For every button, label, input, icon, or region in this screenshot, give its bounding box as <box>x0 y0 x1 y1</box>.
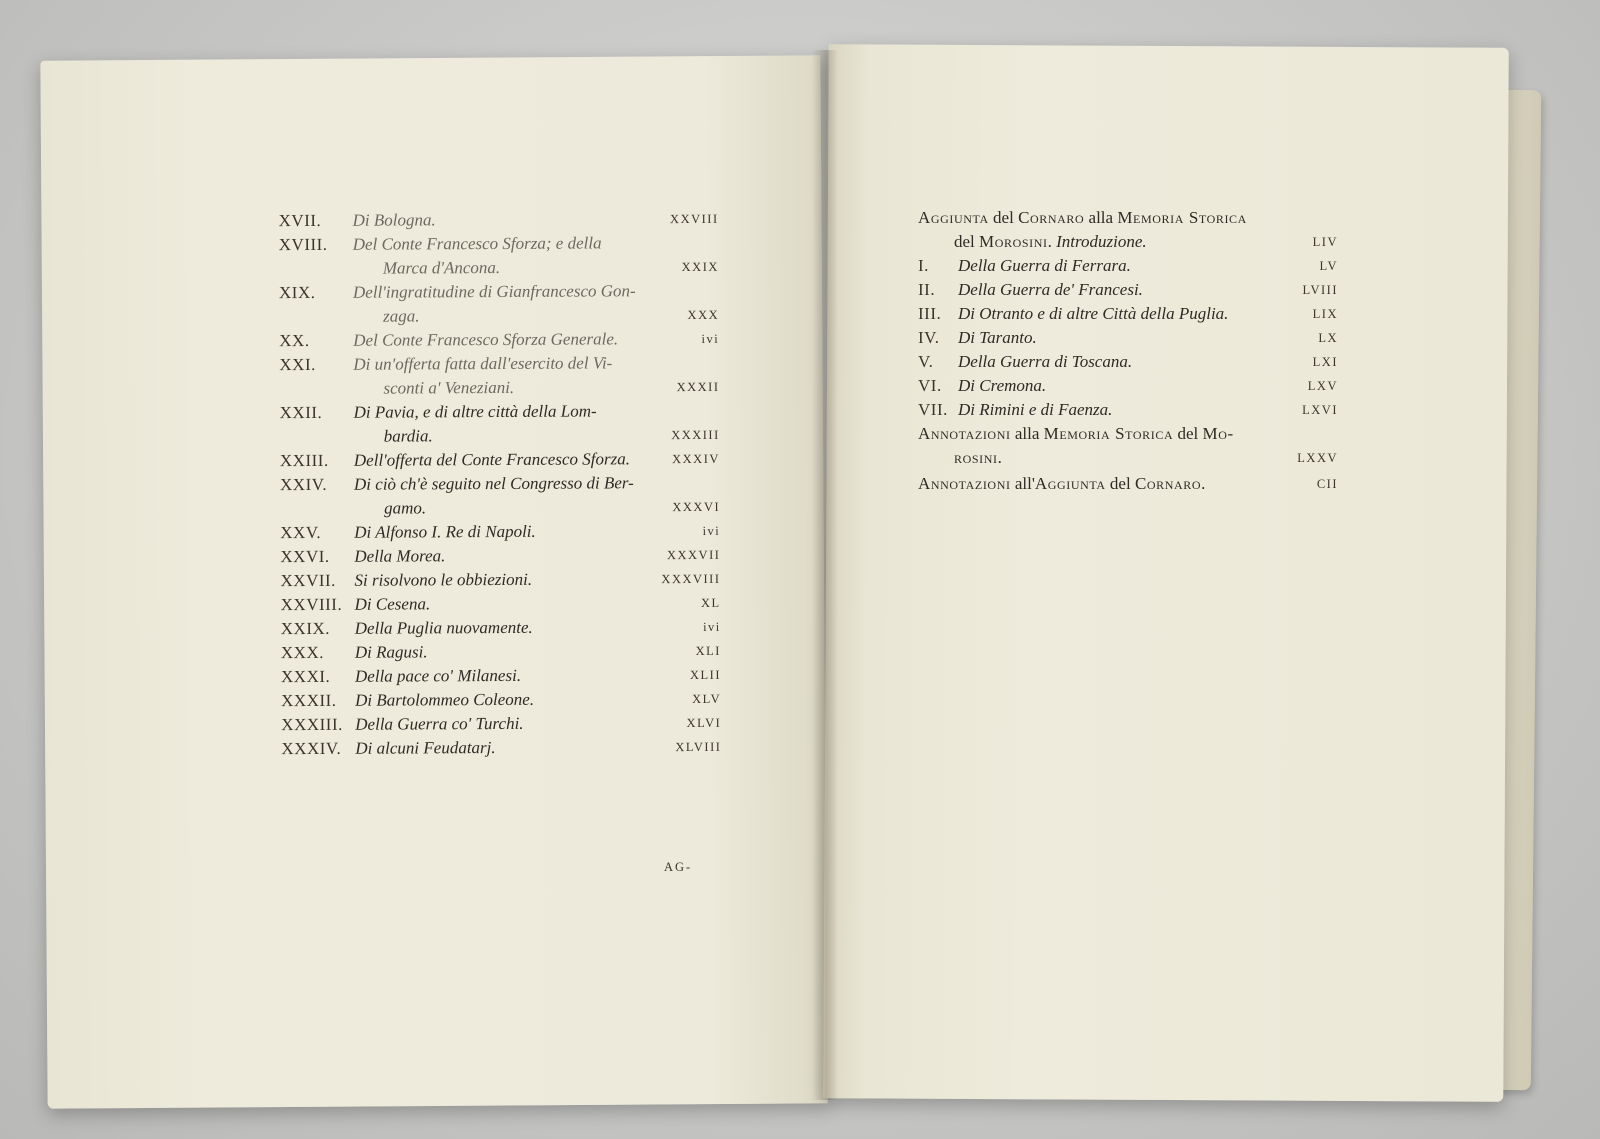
heading-word: del <box>1105 474 1135 493</box>
page-ref: LXI <box>1312 355 1338 369</box>
chapter-number: XXVIII. <box>280 594 343 615</box>
chapter-title: Di alcuni Feudatarj. <box>355 738 496 758</box>
chapter-number: XXXII. <box>281 690 337 711</box>
toc-entry <box>281 639 721 665</box>
toc-entry <box>281 687 721 713</box>
chapter-title: Di Taranto. <box>958 328 1037 347</box>
toc-entry <box>918 302 1338 326</box>
heading-word: Aggiunta <box>918 208 989 227</box>
chapter-number: XXX. <box>280 642 325 663</box>
toc-entry <box>279 279 719 329</box>
heading-word: rosini <box>954 448 998 467</box>
chapter-number: XXVI. <box>280 546 330 567</box>
chapter-title: Di un'offerta fatta dall'esercito del Vi- <box>353 353 613 374</box>
chapter-title: Della Morea. <box>354 546 446 566</box>
page-ref: XLI <box>695 643 721 658</box>
toc-entry <box>281 591 721 617</box>
toc-entry <box>279 207 719 233</box>
chapter-number: II. <box>918 280 936 299</box>
chapter-number: XVII. <box>278 210 322 231</box>
catchword: AG- <box>664 860 693 874</box>
toc-entry <box>281 615 721 641</box>
page-ref: XXXIV <box>672 451 720 467</box>
page-ref: ivi <box>703 619 721 634</box>
chapter-number: XXXI. <box>280 666 331 687</box>
toc-entry <box>280 399 720 449</box>
page-ref: XLII <box>689 667 722 683</box>
section-heading <box>918 206 1338 254</box>
chapter-title: Di Rimini e di Faenza. <box>958 400 1113 419</box>
page-ref: XXIX <box>681 259 719 275</box>
heading-word: Cornaro <box>1018 208 1085 227</box>
chapter-title: Della Guerra co' Turchi. <box>355 713 524 734</box>
chapter-title-continued: gamo. <box>384 498 427 518</box>
heading-word: . <box>1201 474 1206 493</box>
chapter-number: VII. <box>918 400 948 419</box>
chapter-number: XVIII. <box>278 234 328 255</box>
page-ref: LXV <box>1307 379 1338 393</box>
toc-entry <box>280 567 720 593</box>
page-ref: LIX <box>1312 307 1338 321</box>
chapter-title: Di Bartolommeo Coleone. <box>355 689 535 710</box>
page-ref: XXXII <box>676 379 720 395</box>
heading-word: . <box>1047 232 1057 251</box>
chapter-number: XXII. <box>279 402 323 423</box>
chapter-title-continued: bardia. <box>383 426 433 446</box>
left-toc <box>279 207 722 761</box>
annotations-entry <box>918 472 1338 496</box>
page-ref: XXXIII <box>671 427 720 443</box>
toc-entry <box>279 231 719 281</box>
chapter-title: Di Alfonso I. Re di Napoli. <box>354 521 536 542</box>
heading-word: Mo- <box>1202 424 1234 443</box>
chapter-title: Del Conte Francesco Sforza; e della <box>352 233 602 254</box>
chapter-title: Di Cesena. <box>354 594 431 614</box>
chapter-number: IV. <box>918 328 940 347</box>
page-ref: LVIII <box>1302 283 1338 297</box>
right-toc <box>918 206 1338 496</box>
chapter-title-continued: sconti a' Veneziani. <box>383 377 515 398</box>
right-page <box>823 44 1509 1102</box>
toc-entry <box>280 447 720 473</box>
book-gutter <box>812 50 838 1100</box>
toc-entry <box>281 711 721 737</box>
page-ref: XXVIII <box>670 211 719 227</box>
page-ref: XLVI <box>686 715 722 731</box>
page-ref: XXX <box>687 307 720 323</box>
toc-entry <box>280 519 720 545</box>
page-ref: LIV <box>1312 235 1338 249</box>
chapter-number: XXXIII. <box>281 714 343 735</box>
toc-entry <box>279 351 719 401</box>
chapter-number: XXXIV. <box>281 738 342 759</box>
chapter-number: III. <box>918 304 942 323</box>
page-ref: LX <box>1318 331 1338 345</box>
chapter-number: XIX. <box>278 282 316 303</box>
page-ref: XXXVI <box>672 499 721 515</box>
chapter-title: Di Otranto e di altre Città della Puglia. <box>958 304 1229 323</box>
toc-entry <box>918 374 1338 398</box>
heading-word: . <box>997 448 1002 467</box>
heading-word: Annotazioni <box>918 474 1011 493</box>
chapter-title: Della Guerra di Toscana. <box>958 352 1133 371</box>
page-ref: XL <box>700 595 721 610</box>
page-ref: LXVI <box>1302 403 1338 417</box>
chapter-number: VI. <box>918 376 942 395</box>
page-ref: ivi <box>701 331 720 346</box>
toc-entry <box>918 326 1338 350</box>
chapter-number: XXIII. <box>279 450 329 471</box>
toc-entry <box>918 398 1338 422</box>
heading-word: all' <box>1010 474 1035 493</box>
chapter-title: Di Cremona. <box>958 376 1047 395</box>
toc-entry <box>281 735 721 761</box>
page-ref: XXXVIII <box>661 571 721 587</box>
chapter-title-continued: Marca d'Ancona. <box>382 257 501 278</box>
heading-word: del <box>954 232 980 251</box>
page-ref: XXXVII <box>666 547 721 563</box>
chapter-title: Dell'ingratitudine di Gianfrancesco Gon- <box>352 281 636 302</box>
annotations-entry <box>918 422 1338 470</box>
heading-word: Morosini <box>979 232 1048 251</box>
heading-word: Memoria Storica <box>1043 424 1174 443</box>
toc-entry <box>281 663 721 689</box>
chapter-title: Della Guerra di Ferrara. <box>958 256 1131 275</box>
chapter-number: I. <box>918 256 929 275</box>
heading-word: del <box>988 208 1019 227</box>
chapter-number: XXIX. <box>280 618 331 639</box>
toc-entry <box>279 327 719 353</box>
chapter-title-continued: zaga. <box>383 306 420 326</box>
chapter-number: XXIV. <box>279 474 328 495</box>
chapter-title: Di Pavia, e di altre città della Lom- <box>353 401 597 422</box>
page-ref: XLVIII <box>675 739 722 755</box>
chapter-title: Della pace co' Milanesi. <box>354 665 522 686</box>
chapter-number: XXVII. <box>280 570 336 591</box>
heading-word: Introduzione. <box>1056 232 1147 251</box>
toc-entry <box>280 471 720 521</box>
chapter-title: Della Puglia nuovamente. <box>354 617 533 638</box>
heading-word: Memoria Storica <box>1117 208 1247 227</box>
toc-entry <box>918 278 1338 302</box>
heading-word: alla <box>1084 208 1118 227</box>
chapter-number: XXV. <box>280 522 322 543</box>
page-ref: XLV <box>692 691 722 706</box>
heading-word: del <box>1173 424 1203 443</box>
toc-entry <box>280 543 720 569</box>
chapter-number: V. <box>918 352 934 371</box>
heading-word: alla <box>1010 424 1044 443</box>
chapter-title: Di ciò ch'è seguito nel Congresso di Ber- <box>353 473 634 494</box>
heading-word: Annotazioni <box>918 424 1011 443</box>
chapter-title: Si risolvono le obbiezioni. <box>354 569 533 590</box>
chapter-number: XXI. <box>279 354 316 375</box>
chapter-title: Della Guerra de' Francesi. <box>958 280 1143 299</box>
page-ref: LXXV <box>1297 451 1338 465</box>
toc-entry <box>918 350 1338 374</box>
toc-entry <box>918 254 1338 278</box>
page-ref: ivi <box>702 523 721 538</box>
chapter-title: Di Bologna. <box>352 210 436 230</box>
chapter-title: Del Conte Francesco Sforza Generale. <box>353 329 619 350</box>
heading-word: Aggiunta <box>1034 474 1106 493</box>
chapter-title: Dell'offerta del Conte Francesco Sforza. <box>353 449 630 470</box>
page-ref: CII <box>1316 477 1338 491</box>
chapter-number: XX. <box>279 330 310 351</box>
heading-word: Cornaro <box>1134 474 1202 493</box>
chapter-title: Di Ragusi. <box>354 642 428 662</box>
page-ref: LV <box>1319 259 1338 273</box>
